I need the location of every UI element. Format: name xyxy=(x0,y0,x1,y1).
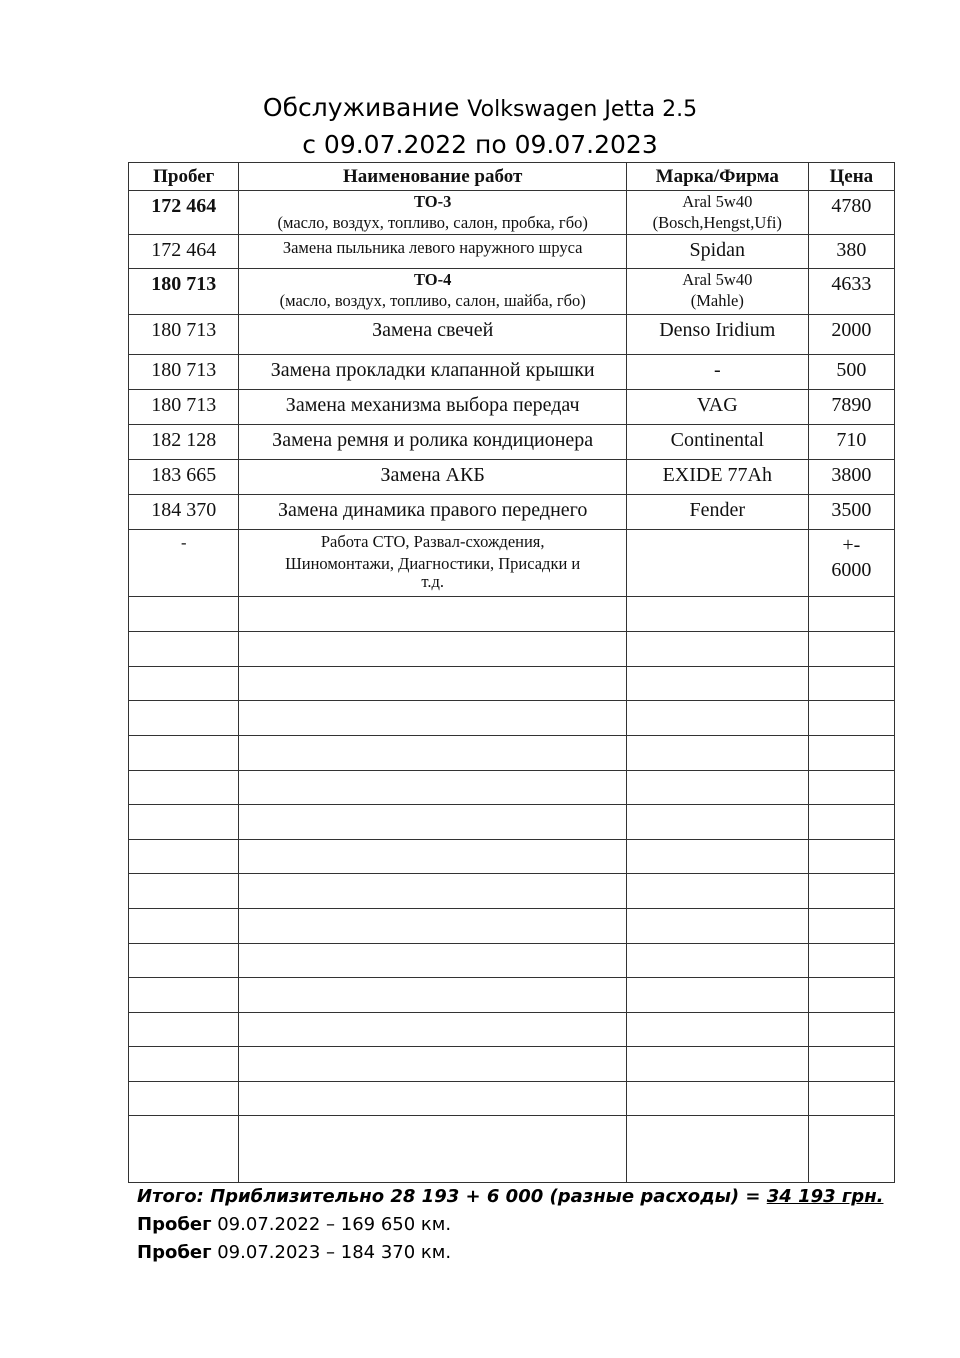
row-price: 380 xyxy=(836,239,867,261)
table-row-empty xyxy=(129,771,895,805)
mileage-start-line xyxy=(137,1216,451,1234)
table-row-empty xyxy=(129,597,895,632)
table-row xyxy=(129,315,895,355)
row-work-line: т.д. xyxy=(421,572,444,591)
row-brand-detail: (Mahle) xyxy=(690,291,744,310)
table-row-empty xyxy=(129,736,895,771)
row-price: 7890 xyxy=(831,394,872,416)
table-row-empty xyxy=(129,944,895,978)
table-row-empty xyxy=(129,805,895,840)
row-work-line: Шиномонтажи, Диагностики, Присадки и xyxy=(285,554,581,573)
total-prefix: Итого: Приблизительно 28 193 + 6 000 (разные расходы) = xyxy=(137,1186,767,1207)
mileage-end: 09.07.2023 – 184 370 км. xyxy=(217,1242,452,1263)
mileage-label: Пробег xyxy=(137,1214,212,1235)
row-price: 4780 xyxy=(831,195,872,217)
row-brand: Aral 5w40 xyxy=(682,270,753,289)
table-row-empty xyxy=(129,978,895,1013)
mileage-label: Пробег xyxy=(137,1242,212,1263)
header-mileage: Пробег xyxy=(129,163,239,191)
header-brand: Марка/Фирма xyxy=(626,163,808,191)
table-row xyxy=(129,269,895,315)
table-header-row xyxy=(129,163,895,191)
row-mileage: 184 370 xyxy=(151,499,217,521)
row-price: 710 xyxy=(836,429,867,451)
table-row-empty xyxy=(129,632,895,667)
row-work-detail: (масло, воздух, топливо, салон, пробка, гбо) xyxy=(277,213,588,232)
row-price: 4633 xyxy=(831,273,872,295)
row-mileage: 172 464 xyxy=(151,195,217,217)
table-row xyxy=(129,460,895,495)
table-row-empty xyxy=(129,874,895,909)
row-price: 2000 xyxy=(831,319,872,341)
row-price-line: +- xyxy=(842,534,861,556)
total-value: 34 193 грн. xyxy=(766,1186,884,1207)
title-car: Volkswagen Jetta 2.5 xyxy=(467,97,698,122)
table-row xyxy=(129,530,895,597)
row-work: Замена пыльника левого наружного шруса xyxy=(282,238,583,257)
row-work-line: Работа СТО, Развал-схождения, xyxy=(320,532,545,551)
row-brand: Continental xyxy=(670,429,764,451)
maintenance-table xyxy=(128,162,895,1183)
row-work-title: ТО-3 xyxy=(413,192,452,211)
row-brand: VAG xyxy=(696,394,738,416)
row-mileage: 180 713 xyxy=(151,273,217,295)
row-brand xyxy=(627,530,808,534)
row-work: Замена прокладки клапанной крышки xyxy=(270,359,595,381)
row-mileage: 180 713 xyxy=(151,394,217,416)
row-work: Замена свечей xyxy=(372,319,494,341)
row-work: Замена ремня и ролика кондиционера xyxy=(272,429,594,451)
table-row xyxy=(129,425,895,460)
document-period: с 09.07.2022 по 09.07.2023 xyxy=(302,130,658,159)
row-mileage: 182 128 xyxy=(151,429,217,451)
row-price: 3800 xyxy=(831,464,872,486)
table-row-empty xyxy=(129,840,895,874)
row-mileage: 183 665 xyxy=(151,464,217,486)
row-mileage: 180 713 xyxy=(151,359,217,381)
mileage-start: 09.07.2022 – 169 650 км. xyxy=(217,1214,452,1235)
title-prefix: Обслуживание xyxy=(262,93,460,122)
row-price-line: 6000 xyxy=(831,559,872,581)
table-row-empty xyxy=(129,667,895,701)
table-row xyxy=(129,235,895,269)
row-price: 3500 xyxy=(831,499,872,521)
row-price: 500 xyxy=(836,359,867,381)
row-brand: Spidan xyxy=(689,239,746,261)
row-mileage: 180 713 xyxy=(151,319,217,341)
row-mileage: 172 464 xyxy=(151,239,217,261)
table-row-empty xyxy=(129,1116,895,1183)
row-work: Замена механизма выбора передач xyxy=(285,394,580,416)
row-brand: Fender xyxy=(689,499,746,521)
row-brand: - xyxy=(713,359,721,381)
table-row xyxy=(129,355,895,390)
row-mileage: - xyxy=(180,533,187,552)
row-work-title: ТО-4 xyxy=(413,270,452,289)
header-work: Наименование работ xyxy=(239,163,627,191)
row-brand: Aral 5w40 xyxy=(682,192,753,211)
row-brand-detail: (Bosch,Hengst,Ufi) xyxy=(652,213,782,232)
total-line xyxy=(137,1188,883,1206)
header-price: Цена xyxy=(808,163,894,191)
table-row-empty xyxy=(129,1082,895,1116)
table-row-empty xyxy=(129,1013,895,1047)
table-row xyxy=(129,191,895,235)
table-row xyxy=(129,495,895,530)
row-work: Замена динамика правого переднего xyxy=(277,499,588,521)
document-title xyxy=(0,95,960,121)
row-brand: EXIDE 77Ah xyxy=(662,464,772,486)
row-brand: Denso Iridium xyxy=(659,319,776,341)
table-row xyxy=(129,390,895,425)
table-row-empty xyxy=(129,909,895,944)
mileage-end-line xyxy=(137,1244,451,1262)
row-work: Замена АКБ xyxy=(380,464,485,486)
row-work-detail: (масло, воздух, топливо, салон, шайба, гбо) xyxy=(279,291,586,310)
table-row-empty xyxy=(129,1047,895,1082)
table-row-empty xyxy=(129,701,895,736)
